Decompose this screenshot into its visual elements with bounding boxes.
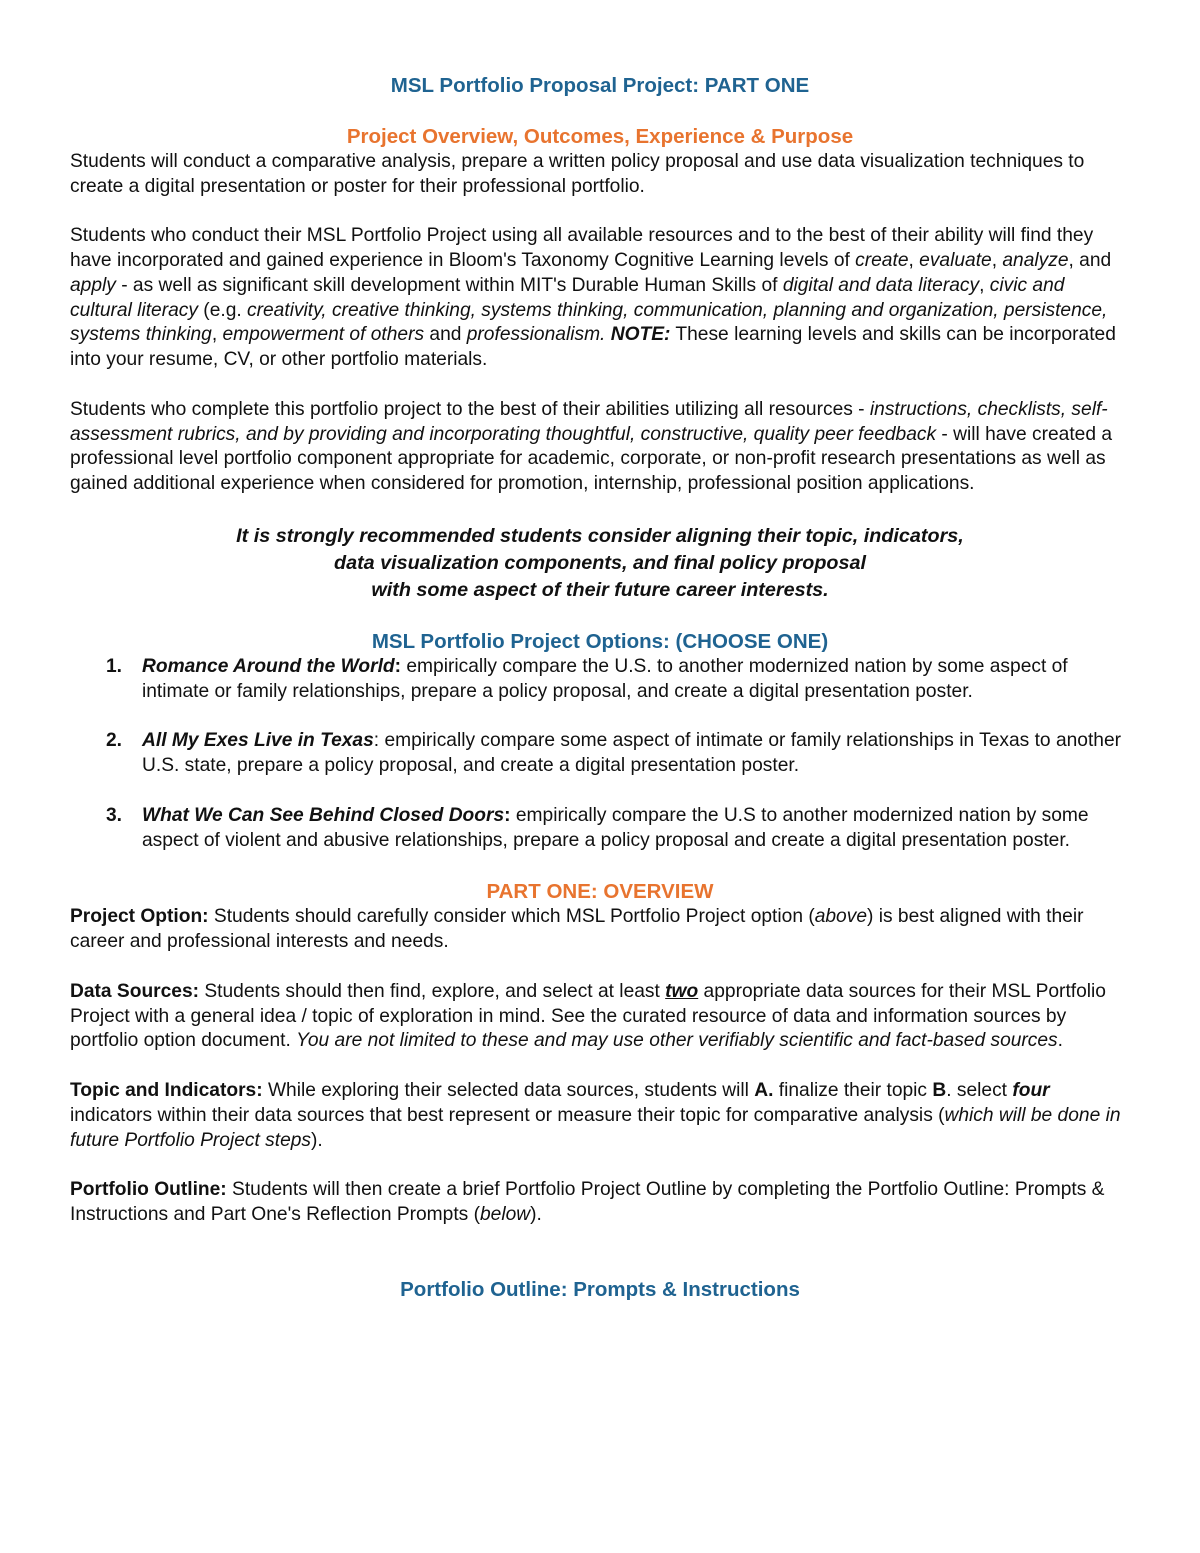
text-run: While exploring their selected data sources, students will: [262, 1079, 755, 1101]
spacer: [70, 955, 1130, 980]
text-run: ) is best aligned with their career and professional interests and needs.: [70, 906, 1084, 953]
document-title: MSL Portfolio Proposal Project: PART ONE: [390, 74, 810, 97]
text-run: creativity, creative thinking, systems thinking, communication, planning and organization, persistence, systems thinking: [70, 299, 1108, 346]
spacer: [70, 1153, 1130, 1178]
list-number: 3.: [106, 804, 123, 826]
text-run: ,: [979, 274, 990, 296]
text-run: (e.g.: [197, 299, 248, 321]
text-run: :: [504, 804, 516, 826]
overview-paragraph-1: Students will conduct a comparative analysis, prepare a written policy proposal and use data visualization techniques to create a digital presentation or poster for their professional portfolio.: [70, 150, 1085, 197]
option-title: What We Can See Behind Closed Doors: [142, 804, 505, 826]
project-options-list: [70, 655, 1130, 853]
text-run: ).: [311, 1129, 323, 1151]
option-description: empirically compare some aspect of intimate or family relationships in Texas to another U.S. state, prepare a policy proposal, and create a digital presentation poster.: [142, 730, 1122, 777]
spacer: [70, 373, 1130, 398]
text-run: :: [394, 655, 407, 677]
paragraph-label: Data Sources:: [70, 980, 200, 1002]
text-run: finalize their topic: [773, 1079, 933, 1101]
text-run: A.: [754, 1079, 774, 1101]
option-title: All My Exes Live in Texas: [142, 730, 374, 752]
text-run: professionalism.: [466, 324, 606, 346]
callout-line: with some aspect of their future career interests.: [371, 578, 829, 601]
text-run: B: [932, 1079, 947, 1101]
text-run: which will be done in future Portfolio Project steps: [70, 1104, 1121, 1151]
note-label: NOTE:: [605, 324, 671, 346]
overview-paragraph-3: [70, 398, 1130, 497]
spacer: [70, 779, 1130, 804]
emphasis-four: four: [1012, 1079, 1050, 1101]
outline-heading: Portfolio Outline: Prompts & Instructions: [400, 1277, 800, 1301]
project-option-paragraph: [70, 905, 1130, 955]
text-run: digital and data literacy: [782, 274, 980, 296]
spacer: [70, 1054, 1130, 1079]
text-run: - as well as significant skill development within MIT's Durable Human Skills of: [115, 274, 783, 296]
text-run: , and: [1068, 249, 1112, 271]
text-run: You are not limited to these and may use other verifiably scientific and fact-based sources: [296, 1030, 1058, 1052]
paragraph-label: Topic and Indicators:: [70, 1079, 263, 1101]
callout-line: It is strongly recommended students consider aligning their topic, indicators,: [236, 524, 964, 547]
option-title: Romance Around the World: [142, 655, 395, 677]
overview-heading: Project Overview, Outcomes, Experience & Purpose: [346, 124, 854, 148]
text-run: Students who conduct their MSL Portfolio Project using all available resources and to the best of their ability will find they have incorporated and gained experience in Bloom's Taxonomy Cognitive Learning levels of: [70, 225, 1094, 271]
spacer: [70, 705, 1130, 730]
text-run: . select: [946, 1079, 1013, 1101]
text-run: Students who complete this portfolio project to the best of their abilities utilizing all resources -: [70, 398, 870, 420]
text-run: - will have created a professional level portfolio component appropriate for academic, corporate, or non-profit research presentations as well as gained additional experience when considered for promotion, internship, professional position applications.: [70, 423, 1113, 495]
text-run: :: [373, 730, 385, 752]
text-run: instructions, checklists, self-assessment rubrics, and by providing and incorporating thoughtful, constructive, quality peer feedback: [70, 398, 1108, 445]
text-run: evaluate: [919, 249, 992, 271]
text-run: Students should then find, explore, and select at least: [199, 980, 666, 1002]
text-run: ,: [908, 249, 920, 271]
text-run: civic and cultural literacy: [70, 274, 1065, 321]
spacer: [70, 853, 1130, 879]
text-run: above: [814, 906, 867, 928]
spacer: [70, 1228, 1130, 1277]
list-item: [70, 655, 1130, 705]
options-heading: MSL Portfolio Project Options: (CHOOSE ONE): [371, 629, 829, 653]
spacer: [70, 497, 1130, 523]
text-run: These learning levels and skills can be incorporated into your resume, CV, or other portfolio materials.: [70, 324, 1116, 371]
portfolio-outline-paragraph: [70, 1178, 1130, 1228]
spacer: [70, 199, 1130, 224]
text-run: indicators within their data sources that best represent or measure their topic for comparative analysis (: [70, 1104, 945, 1126]
text-run: appropriate data sources for their MSL Portfolio Project with a general idea / topic of exploration in mind. See the curated resource of data and information sources by portfolio option document.: [70, 980, 1106, 1052]
list-number: 2.: [106, 730, 123, 752]
overview-paragraph-2: [70, 224, 1130, 373]
option-description: empirically compare the U.S. to another modernized nation by some aspect of intimate or family relationships, prepare a policy proposal, and create a digital presentation poster.: [142, 655, 1068, 702]
text-run: below: [479, 1203, 531, 1225]
option-description: empirically compare the U.S to another modernized nation by some aspect of violent and abusive relationships, prepare a policy proposal and create a digital presentation poster.: [142, 804, 1089, 851]
document-page: [70, 70, 1130, 1303]
spacer: [70, 604, 1130, 629]
text-run: Students should carefully consider which MSL Portfolio Project option (: [208, 906, 815, 928]
topic-indicators-paragraph: [70, 1079, 1130, 1153]
text-run: Students will then create a brief Portfolio Project Outline by completing the Portfolio Outline: Prompts & Instructions and Part One's Reflection Prompts (: [70, 1179, 1105, 1225]
paragraph-label: Project Option:: [70, 906, 209, 928]
list-item: [70, 729, 1130, 779]
text-run: create: [855, 249, 909, 271]
text-run: and: [424, 324, 467, 346]
data-sources-paragraph: [70, 980, 1130, 1054]
list-item: [70, 804, 1130, 854]
text-run: analyze: [1002, 249, 1069, 271]
list-number: 1.: [106, 655, 123, 677]
text-run: ,: [991, 249, 1003, 271]
paragraph-label: Portfolio Outline:: [70, 1179, 227, 1201]
emphasis-two: two: [665, 980, 699, 1002]
career-callout: [70, 523, 1130, 604]
text-run: empowerment of others: [222, 324, 425, 346]
text-run: ).: [530, 1203, 542, 1225]
spacer: [70, 99, 1130, 124]
part-one-heading: PART ONE: OVERVIEW: [486, 880, 714, 904]
text-run: .: [1057, 1030, 1063, 1052]
text-run: apply: [70, 274, 116, 296]
callout-line: data visualization components, and final policy proposal: [334, 551, 866, 574]
text-run: ,: [211, 324, 223, 346]
